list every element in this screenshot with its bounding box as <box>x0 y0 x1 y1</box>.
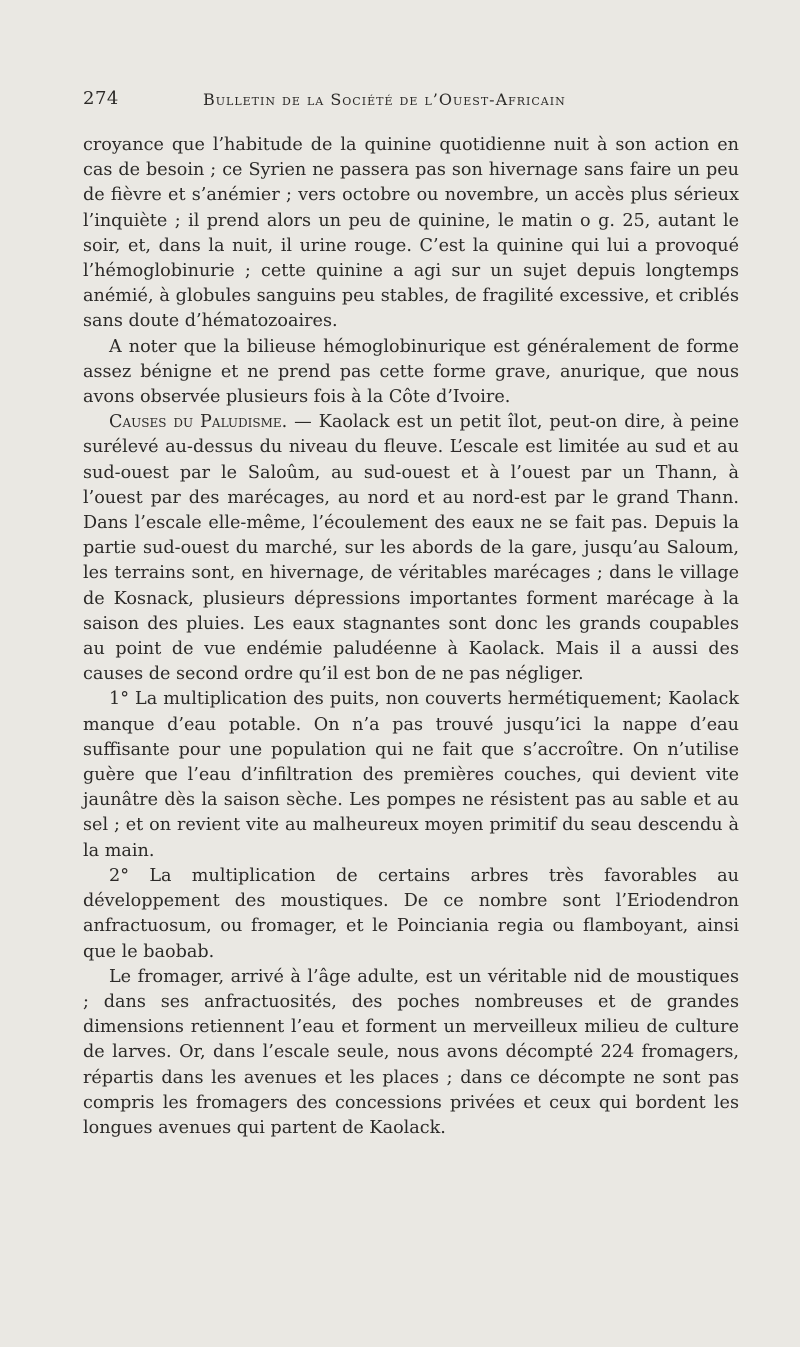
page-header <box>83 88 733 112</box>
text-segment: ou flamboyant, ainsi que le baobab. <box>83 916 739 962</box>
text-segment: non couverts hermétiquement; Kaolack manque d’eau potable. On n’a pas trouvé jusqu’ici la nappe d’eau suffisante pour une population qui ne fait que s’accroître. On n’utilise guère que l’eau d’infiltration des premières couches, qui devient vite jaunâtre dès la saison sèche. Les pompes ne résistent pas au sable et au sel ; et on revient vite au malheureux moyen primitif du seau descendu à la main. <box>83 689 739 861</box>
running-title: Bulletin de la Société de l’Ouest-Africain <box>203 90 566 109</box>
text-segment: 1° La multiplication des <box>109 689 330 710</box>
italic-text: certains arbres <box>377 865 529 886</box>
text-segment: ou fromager, et le <box>211 916 397 937</box>
paragraph <box>83 687 739 863</box>
section-heading: Causes du Paludisme. <box>109 412 288 433</box>
italic-text: Poinciania regia <box>396 916 544 937</box>
paragraph <box>83 335 739 411</box>
body-text <box>83 133 739 1141</box>
paragraph <box>83 410 739 687</box>
page-number: 274 <box>83 88 119 109</box>
italic-text: eaux stagnantes <box>292 613 441 634</box>
paragraph <box>83 133 739 335</box>
italic-text: puits, <box>329 689 380 710</box>
text-segment: très favorables au développement des moustiques. De ce nombre sont l’ <box>83 865 739 912</box>
text-segment: Le fromager, arrivé à l’âge adulte, est un véritable nid de moustiques ; dans ses anfractuosités, des poches nombreuses et de grandes dimensions retiennent l’eau et forment un merveilleux milieu de culture de larves. Or, dans l’escale seule, nous avons décompté 224 fromagers, répartis dans les avenues et les places ; dans ce décompte ne sont pas compris les fromagers des concessions privées et ceux qui bordent les longues avenues qui partent de Kaolack. <box>83 966 739 1138</box>
text-segment: — Kaolack est un petit îlot, peut-on dire, à peine surélevé au-dessus du niveau du fleuve. L’escale est limitée au sud et au sud-ouest par le Saloûm, au sud-ouest et à l’ouest par un Thann, à l’ouest par des marécages, au nord et au nord-est par le grand Thann. Dans l’escale elle-même, l’écoulement des eaux ne se fait pas. Depuis la partie sud-ouest du marché, sur les abords de la gare, jusqu’au Saloum, les terrains sont, en hivernage, de véritables marécages ; dans le village de Kosnack, plusieurs dépressions importantes forment marécage à la saison des pluies. Les <box>83 412 740 634</box>
text-segment: 2° La multiplication de <box>109 865 378 886</box>
text-segment: sont donc les grands coupables au point de vue endémie paludéenne à Kaolack. Mais il a aussi des causes de second ordre qu’il est bon de ne pas négliger. <box>83 613 739 685</box>
text-segment: A noter que la bilieuse hémoglobinurique est généralement de forme assez bénigne et ne prend pas cette forme grave, anurique, que nous avons observée plusieurs fois à la Côte d’Ivoire. <box>83 336 739 408</box>
paragraph <box>83 864 739 965</box>
italic-text: Eriodendron anfractuosum, <box>83 891 739 937</box>
text-segment: croyance que l’habitude de la quinine quotidienne nuit à son action en cas de besoin ; ce Syrien ne passera pas son hivernage sans faire un peu de fièvre et s’anémier ; vers octobre ou novembre, un accès plus sérieux l’inquiète ; il prend alors un peu de quinine, le matin o g. 25, autant le soir, et, dans la nuit, il urine rouge. C’est la quinine qui lui a provoqué l’hémoglobinurie ; cette quinine a agi sur un sujet depuis longtemps anémié, à globules sanguins peu stables, de fragilité excessive, et criblés sans doute d’hématozoaires. <box>83 135 739 332</box>
paragraph <box>83 965 739 1141</box>
